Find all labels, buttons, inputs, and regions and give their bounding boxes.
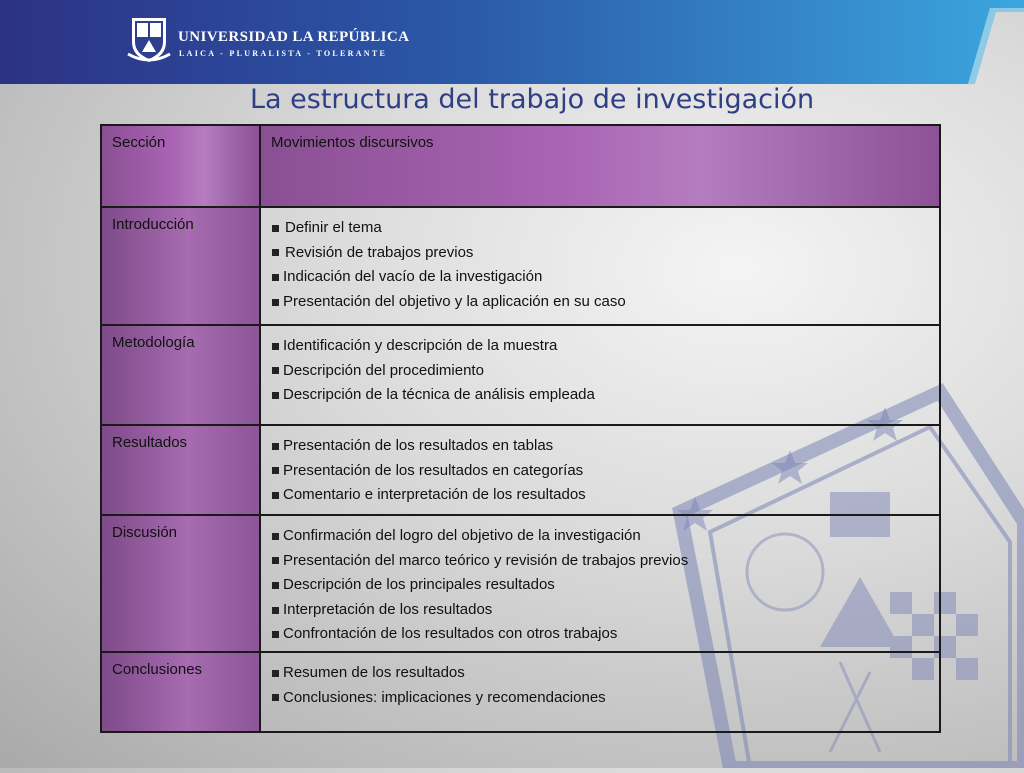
- list-item: Descripción de la técnica de análisis empleada: [271, 383, 929, 408]
- university-motto: LAICA - PLURALISTA - TOLERANTE: [179, 49, 388, 58]
- moves-cell: [260, 325, 940, 425]
- square-bullet-icon: [272, 299, 279, 306]
- moves-cell: [260, 425, 940, 515]
- list-item: Resumen de los resultados: [271, 661, 929, 686]
- list-item: Revisión de trabajos previos: [271, 241, 929, 266]
- list-item: Descripción del procedimiento: [271, 359, 929, 384]
- list-item: Indicación del vacío de la investigación: [271, 265, 929, 290]
- slide-title: La estructura del trabajo de investigación: [250, 84, 815, 115]
- list-item: Presentación de los resultados en categorías: [271, 459, 929, 484]
- table-row: [101, 652, 940, 732]
- list-item: Identificación y descripción de la muestra: [271, 334, 929, 359]
- list-item: Confirmación del logro del objetivo de la investigación: [271, 524, 929, 549]
- square-bullet-icon: [272, 467, 279, 474]
- table-header-row: [101, 125, 940, 207]
- square-bullet-icon: [272, 631, 279, 638]
- list-item: Presentación de los resultados en tablas: [271, 434, 929, 459]
- square-bullet-icon: [272, 392, 279, 399]
- section-cell: Discusión: [101, 515, 260, 652]
- table-row: [101, 207, 940, 325]
- square-bullet-icon: [272, 582, 279, 589]
- moves-cell: [260, 515, 940, 652]
- section-cell: Metodología: [101, 325, 260, 425]
- section-cell: Resultados: [101, 425, 260, 515]
- moves-cell: [260, 207, 940, 325]
- structure-table: [100, 124, 941, 733]
- square-bullet-icon: [272, 274, 279, 281]
- square-bullet-icon: [272, 694, 279, 701]
- list-item: Presentación del marco teórico y revisión de trabajos previos: [271, 549, 929, 574]
- square-bullet-icon: [272, 607, 279, 614]
- moves-list: [271, 334, 929, 408]
- university-name: UNIVERSIDAD LA REPÚBLICA: [178, 29, 410, 45]
- table-row: [101, 425, 940, 515]
- square-bullet-icon: [272, 367, 279, 374]
- moves-cell: [260, 652, 940, 732]
- square-bullet-icon: [272, 492, 279, 499]
- square-bullet-icon: [272, 343, 279, 350]
- moves-list: [271, 661, 929, 710]
- square-bullet-icon: [272, 670, 279, 677]
- moves-list: [271, 524, 929, 647]
- square-bullet-icon: [272, 249, 279, 256]
- list-item: Definir el tema: [271, 216, 929, 241]
- table-row: [101, 515, 940, 652]
- header-moves-cell: Movimientos discursivos: [260, 125, 940, 207]
- list-item: Descripción de los principales resultados: [271, 573, 929, 598]
- section-cell: Conclusiones: [101, 652, 260, 732]
- moves-list: [271, 434, 929, 508]
- square-bullet-icon: [272, 557, 279, 564]
- moves-list: [271, 216, 929, 314]
- list-item: Interpretación de los resultados: [271, 598, 929, 623]
- university-crest-icon: [126, 14, 172, 64]
- list-item: Confrontación de los resultados con otros trabajos: [271, 622, 929, 647]
- square-bullet-icon: [272, 225, 279, 232]
- header-section-cell: Sección: [101, 125, 260, 207]
- square-bullet-icon: [272, 533, 279, 540]
- list-item: Conclusiones: implicaciones y recomendaciones: [271, 686, 929, 711]
- list-item: Presentación del objetivo y la aplicación en su caso: [271, 290, 929, 315]
- section-cell: Introducción: [101, 207, 260, 325]
- list-item: Comentario e interpretación de los resultados: [271, 483, 929, 508]
- table-row: [101, 325, 940, 425]
- square-bullet-icon: [272, 443, 279, 450]
